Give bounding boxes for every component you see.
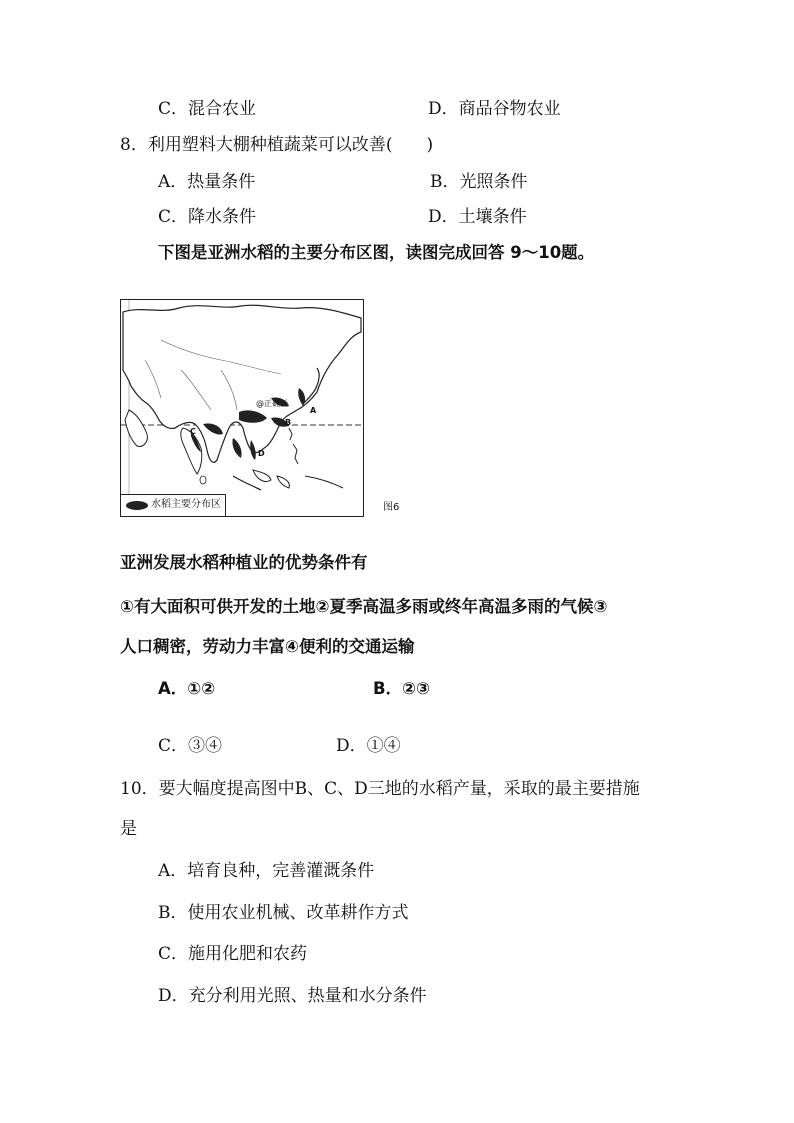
map-legend (121, 494, 226, 517)
q10-option-b: B．使用农业机械、改革耕作方式 (158, 903, 409, 923)
q8-stem: 8．利用塑料大棚种植蔬菜可以改善( ) (120, 135, 434, 155)
q9-statement-line1: ①有大面积可供开发的土地②夏季高温多雨或终年高温多雨的气候③ (120, 597, 608, 616)
q9-stem: 亚洲发展水稻种植业的优势条件有 (120, 553, 368, 572)
map-label-d: D (258, 449, 265, 458)
q10-option-c: C．施用化肥和农药 (158, 944, 308, 964)
q8-option-c: C．降水条件 (158, 207, 257, 227)
legend-label: 水稻主要分布区 (151, 499, 221, 510)
q9-statement-line2: 人口稠密，劳动力丰富④便利的交通运输 (120, 637, 415, 656)
q10-stem-line2: 是 (120, 819, 137, 839)
map-watermark: @正确云 (256, 399, 288, 408)
map-label-b: B (285, 418, 292, 427)
q8-option-a: A．热量条件 (158, 172, 256, 192)
q7-option-c: C．混合农业 (158, 99, 257, 119)
q10-option-d: D．充分利用光照、热量和水分条件 (158, 986, 427, 1006)
map-label-c: C (190, 427, 196, 436)
q9-option-d: D．①④ (336, 736, 401, 756)
figure-label: 图6 (383, 502, 400, 513)
q9-option-a: A．①② (158, 679, 216, 698)
q8-option-b: B．光照条件 (430, 172, 528, 192)
q10-option-a: A．培育良种，完善灌溉条件 (158, 861, 375, 881)
q8-option-d: D．土壤条件 (428, 207, 527, 227)
q9-option-c: C．③④ (158, 736, 223, 756)
map-drawing (121, 300, 364, 517)
q10-stem-line1: 10．要大幅度提高图中B、C、D三地的水稻产量，采取的最主要措施 (120, 779, 640, 799)
rice-region-swatch (126, 501, 148, 510)
q9-option-b: B．②③ (373, 679, 431, 698)
map-intro: 下图是亚洲水稻的主要分布区图，读图完成回答 9～10题。 (158, 243, 595, 262)
asia-rice-map (120, 299, 364, 517)
q7-option-d: D．商品谷物农业 (428, 99, 561, 119)
map-label-a: A (310, 406, 317, 415)
